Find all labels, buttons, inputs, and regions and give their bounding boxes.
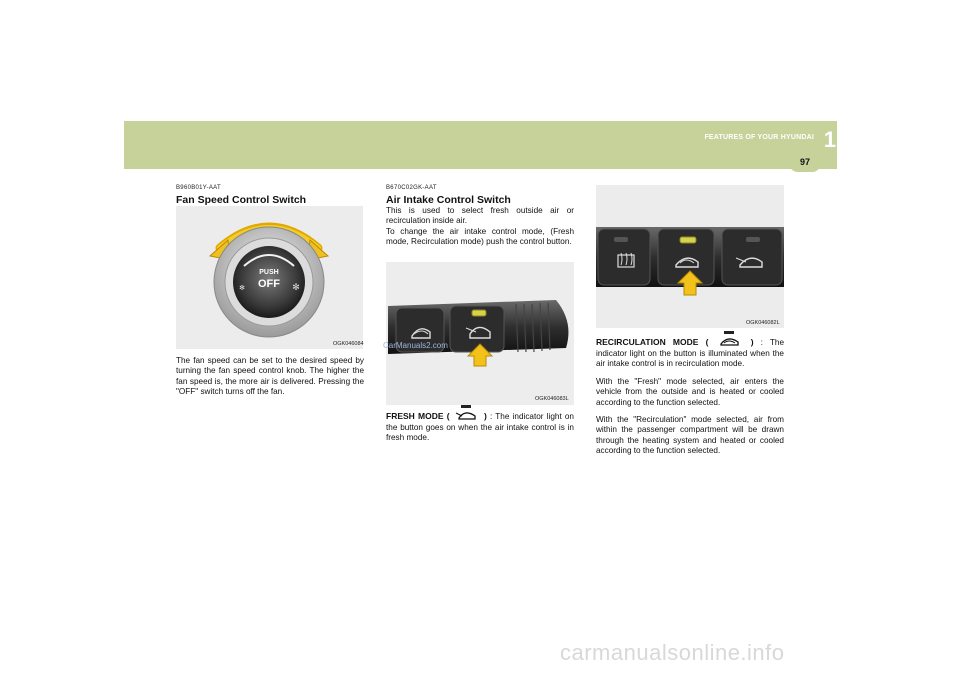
footer-watermark: carmanualsonline.info — [560, 640, 785, 665]
chapter-number: 1 — [823, 127, 836, 152]
knob-push-label: PUSH — [259, 269, 279, 276]
fresh-mode-paragraph: FRESH MODE ( ) : The indicator light on the button goes on when the air intake control is in fresh mode. — [386, 411, 574, 444]
recirculation-figure — [596, 185, 784, 328]
fan-knob-illustration — [176, 206, 363, 349]
fan-speed-body: The fan speed can be set to the desired speed by turning the fan speed control knob. The higher the fan speed is, the more air is delivered. Pressing the "OFF" switch turns off the fan. — [176, 356, 364, 397]
intro-paragraph-2: To change the air intake control mode, (Fresh mode, Recirculation mode) push the control button. — [386, 226, 574, 247]
recirc-explanation: With the "Recirculation" mode selected, air from within the passenger compartment will be drawn through the heating system and heated or cooled according to the function selected. — [596, 415, 784, 456]
fresh-mode-text: : The indicator light on the button goes on when the air intake control is in fresh mode. — [386, 412, 574, 443]
left-column — [176, 185, 364, 206]
section-code: B670C02GK-AAT — [386, 185, 437, 191]
section-code: B960B01Y-AAT — [176, 185, 221, 191]
recirc-indicator-light — [680, 237, 696, 243]
recirc-mode-text: : The indicator light on the button is illuminated when the air intake control is in recirculation mode. — [596, 338, 785, 369]
header-band — [124, 121, 837, 169]
fan-high-icon: ✻ — [292, 283, 300, 293]
watermark-small: CarManuals2.com — [383, 341, 448, 350]
fan-knob-figure — [176, 206, 363, 349]
fresh-mode-label: FRESH MODE ( — [386, 411, 450, 422]
page-number: 97 — [799, 157, 810, 167]
figure-caption: OGK046082L — [746, 320, 780, 326]
middle-column — [386, 185, 574, 248]
fresh-mode-illustration — [386, 262, 574, 405]
section-heading: Air Intake Control Switch — [386, 194, 511, 206]
fresh-indicator-light — [472, 310, 486, 316]
chapter-title: FEATURES OF YOUR HYUNDAI — [704, 134, 814, 141]
fan-low-icon: ✻ — [239, 284, 245, 292]
figure-caption: OGK046084 — [333, 341, 364, 347]
fresh-mode-figure — [386, 262, 574, 405]
recirculation-illustration — [596, 185, 784, 328]
fresh-explanation: With the "Fresh" mode selected, air enters the vehicle from the outside and is heated or cooled according to the function selected. — [596, 376, 784, 407]
knob-off-label: OFF — [258, 278, 280, 290]
recirc-mode-label: RECIRCULATION MODE ( — [596, 337, 709, 348]
section-heading: Fan Speed Control Switch — [176, 194, 307, 206]
fresh-mode-icon — [453, 411, 481, 423]
recirc-mode-paragraph: RECIRCULATION MODE ( ) : The indicator light on the button is illuminated when the air intake control is in recirculation mode. With the "Fresh" mode selected, air enters the vehicle from the outside and is heated or cooled according to the function selected. With the "Recirculation" mode selected, air from within the passenger compartment will be drawn through the heating system and heated or cooled according to the function selected. — [596, 337, 784, 457]
intro-paragraph: This is used to select fresh outside air or recirculation inside air. — [386, 206, 574, 226]
figure-caption: OGK046083L — [535, 396, 569, 402]
recirc-mode-icon — [716, 337, 744, 349]
